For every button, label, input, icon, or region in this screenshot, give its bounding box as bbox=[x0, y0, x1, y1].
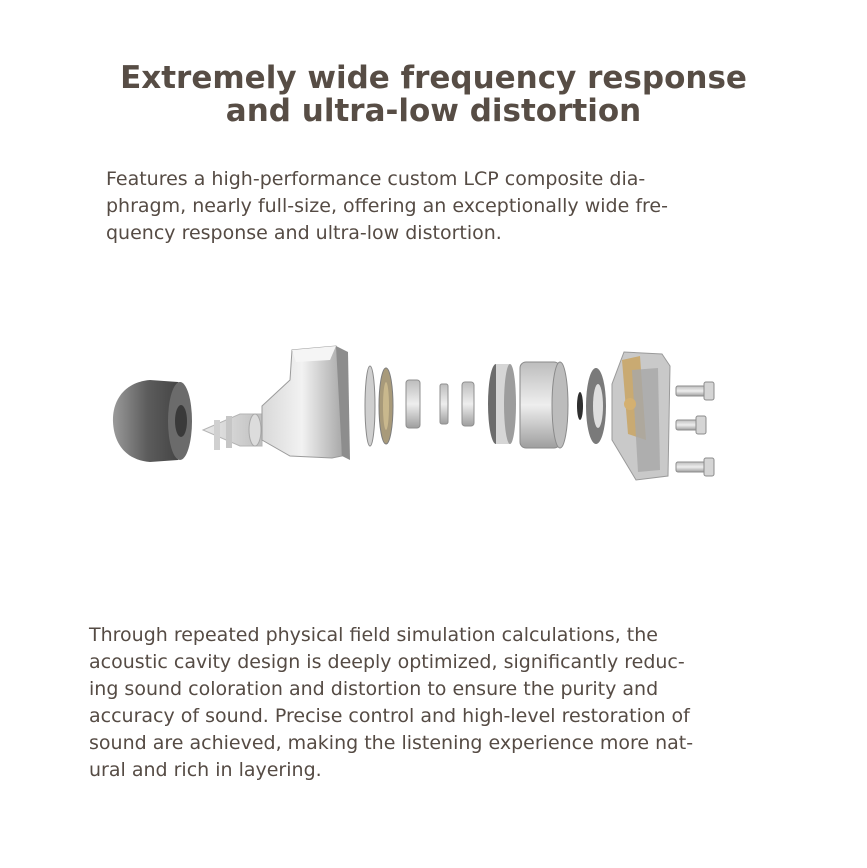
body-paragraph bbox=[89, 622, 769, 784]
nozzle-icon bbox=[203, 414, 262, 450]
ear-tip-icon bbox=[113, 380, 192, 462]
intro-line: Features a high-performance custom LCP composite dia- bbox=[106, 168, 646, 190]
title-line-1: Extremely wide frequency response bbox=[120, 60, 747, 96]
body-line: ing sound coloration and distortion to ensure the purity and bbox=[89, 678, 659, 700]
magnet-assembly-icon bbox=[488, 362, 606, 448]
body-line: acoustic cavity design is deeply optimized, significantly reduc- bbox=[89, 651, 685, 673]
front-shell-icon bbox=[262, 346, 350, 460]
page-title bbox=[0, 62, 867, 128]
intro-paragraph bbox=[106, 166, 746, 247]
intro-line: quency response and ultra-low distortion. bbox=[106, 222, 502, 244]
title-line-2: and ultra-low distortion bbox=[225, 93, 642, 129]
body-line: sound are achieved, making the listening experience more nat- bbox=[89, 732, 694, 754]
exploded-earphone-illustration bbox=[0, 330, 867, 510]
body-line: accuracy of sound. Precise control and high-level restoration of bbox=[89, 705, 690, 727]
body-line: ural and rich in layering. bbox=[89, 759, 322, 781]
back-shell-icon bbox=[612, 352, 670, 480]
diaphragm-rings-icon bbox=[365, 366, 474, 446]
body-line: Through repeated physical field simulation calculations, the bbox=[89, 624, 658, 646]
screws-icon bbox=[676, 382, 714, 476]
intro-line: phragm, nearly full-size, offering an exceptionally wide fre- bbox=[106, 195, 668, 217]
